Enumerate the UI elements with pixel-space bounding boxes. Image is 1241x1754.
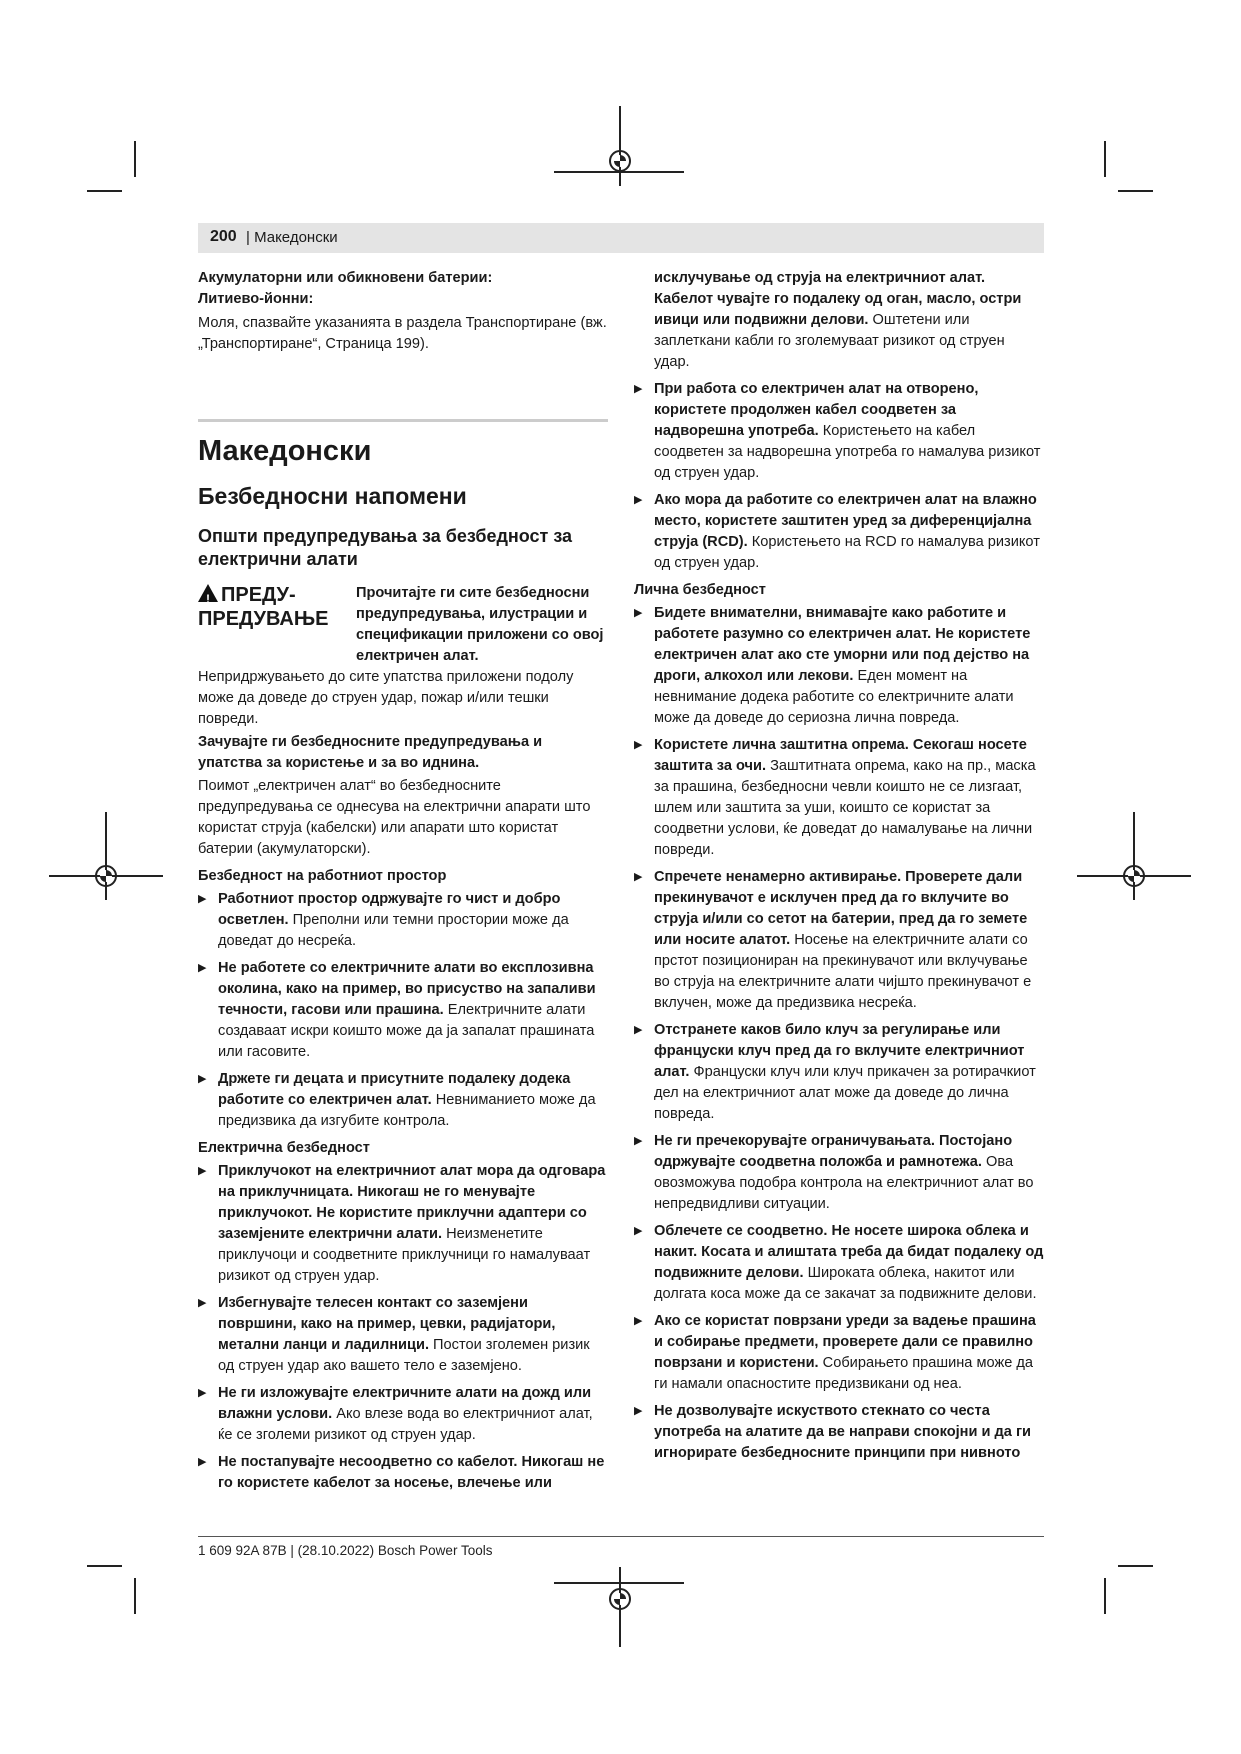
list-item: ▶ Ако мора да работите со електричен алат на влажно место, користете заштитен уред за диференцијална струја (RCD). Користењето на RCD го намалува ризикот од струен удар. <box>634 490 1044 574</box>
battery-note: Моля, спазвайте указанията в раздела Транспортиране (вж. „Транспортиране“, Страница 199). <box>198 315 607 352</box>
list-item: ▶ Избегнувајте телесен контакт со заземјени површини, како на пример, цевки, радијатори, метални ланци и ладилници. Постои зголемен ризик од струен удар ако вашето тело е заземјено. <box>198 1293 608 1377</box>
electric-safety-list-cont <box>634 379 1044 574</box>
list-item: ▶ Не работете со електричните алати во експлозивна околина, како на пример, во присуство на запаливи течности, гасови или прашина. Електричните алати создаваат искри коишто може да ја запалат прашината или гасовите. <box>198 958 608 1063</box>
page-number: 200 <box>210 228 237 245</box>
list-item: ▶ Држете ги децата и присутните подалеку додека работите со електричен алат. Невниманието може да предизвика да изгубите контрола. <box>198 1069 608 1132</box>
list-item: ▶ Спречете ненамерно активирање. Проверете дали прекинувачот е исклучен пред да го вклучите во струја и/или со сетот на батерии, пред да го земете или носите алатот. Носење на електричните алати со прстот позициониран на прекинувачот или вклучување во струја на електричните алати чијшто прекинувачот е вклучен, може да предизвика несреќа. <box>634 867 1044 1014</box>
crop-mark-bottom-right-h <box>1118 1565 1153 1567</box>
battery-title: Акумулаторни или обикновени батерии: <box>198 270 493 286</box>
personal-safety-heading: Лична безбедност <box>634 582 766 598</box>
page-title: Македонски <box>198 435 372 467</box>
list-item: ▶ Не дозволувајте искуството стекнато со честа употреба на алатите да ве направи спокојни и да ги игнорирате безбедносните принципи при нивното <box>634 1401 1044 1464</box>
list-item: ▶ Користете лична заштитна опрема. Секогаш носете заштита за очи. Заштитната опрема, како на пр., маска за прашина, безбедносни чевли коишто не се лизгаат, шлем или заштита за уши, коишто се користат за соодветни услови, ќе доведат до намалување на лични повреди. <box>634 735 1044 861</box>
electric-safety-list <box>198 1161 608 1494</box>
crop-mark-bottom-left-v <box>134 1578 136 1614</box>
list-item: ▶ Приклучокот на електричниот алат мора да одговара на приклучницата. Никогаш не го менувајте приклучокот. Не користите приклучни адаптери со заземјените електрични алати. Неизменетите приклучоци и соодветните приклучници го намалуваат ризикот од струен удар. <box>198 1161 608 1287</box>
electric-safety-heading: Електрична безбедност <box>198 1140 370 1156</box>
list-item: ▶ При работа со електричен алат на отворено, користете продолжен кабел соодветен за надворешна употреба. Користењето на кабел соодветен за надворешна употреба го намалува ризикот од струен удар. <box>634 379 1044 484</box>
list-item: ▶ Не ги изложувајте електричните алати на дожд или влажни услови. Ако влезе вода во електричниот алат, ќе се зголеми ризикот од струен удар. <box>198 1383 608 1446</box>
crop-mark-bottom-left-h <box>87 1565 122 1567</box>
keep-instructions-text: Поимот „електричен алат“ во безбедносните предупредувања се однесува на електрични апарати што користат струја (кабелски) или апарати што користат батерии (акумулаторски). <box>198 778 591 857</box>
section-divider <box>198 419 608 422</box>
list-item: ▶ Ако се користат поврзани уреди за вадење прашина и собирање предмети, проверете дали се правилно поврзани и користени. Собирањето прашина може да ги намали опасностите предизвикани од неа. <box>634 1311 1044 1395</box>
battery-type: Литиево-йонни: <box>198 291 314 307</box>
left-column <box>198 268 608 1500</box>
warning-label: ! ПРЕДУ-ПРЕДУВАЊЕ <box>198 584 329 630</box>
crop-mark-bottom-right-v <box>1104 1578 1106 1614</box>
keep-instructions: Зачувајте ги безбедносните предупредувања и упатства за користење и за во иднина. <box>198 734 543 771</box>
section-heading: Безбедносни напомени <box>198 483 467 509</box>
warning-bold-text: Прочитајте ги сите безбедносни предупредувања, илустрации и спецификации приложени со овој електричен алат. <box>356 585 604 664</box>
page-footer: 1 609 92A 87B | (28.10.2022) Bosch Power Tools <box>198 1543 493 1558</box>
crop-mark-top-right-v <box>1104 141 1106 177</box>
right-column <box>634 268 1044 1470</box>
list-item: ▶ Работниот простор одржувајте го чист и добро осветлен. Преполни или темни простории може да доведат до несреќа. <box>198 889 608 952</box>
subsection-heading: Општи предупредувања за безбедност за електрични алати <box>198 526 573 569</box>
list-item: ▶ Отстранете каков било клуч за регулирање или француски клуч пред да го вклучите електричниот алат. Француски клуч или клуч прикачен за ротирачкиот дел на електричниот алат може да доведе до лична повреда. <box>634 1020 1044 1125</box>
page-header <box>198 223 1044 253</box>
warning-block <box>198 583 608 667</box>
footer-rule <box>198 1536 1044 1537</box>
crop-mark-top-right-h <box>1118 190 1153 192</box>
list-item: ▶ Не постапувајте несоодветно со кабелот. Никогаш не го користете кабелот за носење, влечење или <box>198 1452 608 1494</box>
list-item: ▶ Не ги пречекорувајте ограничувањата. Постојано одржувајте соодветна положба и рамнотежа. Ова овозможува подобра контрола на електричниот алат во непредвидливи ситуации. <box>634 1131 1044 1215</box>
header-section-title: | Македонски <box>246 229 338 246</box>
continued-item: исклучување од струја на електричниот алат. Кабелот чувајте го подалеку од оган, масло, остри ивици или подвижни делови. Оштетени или заплеткани кабли го зголемуваат ризикот од струен удар. <box>654 270 1022 370</box>
warning-triangle-icon: ! <box>198 584 218 602</box>
list-item: ▶ Бидете внимателни, внимавајте како работите и работете разумно со електричен алат. Не користете електричен алат ако сте уморни или под дејство на дроги, алкохол или лекови. Еден момент на невнимание додека работите со електричните алати може да доведе до сериозна лична повреда. <box>634 603 1044 729</box>
personal-safety-list <box>634 603 1044 1464</box>
work-area-heading: Безбедност на работниот простор <box>198 868 447 884</box>
list-item: ▶ Облечете се соодветно. Не носете широка облека и накит. Косата и алиштата треба да бидат подалеку од подвижните делови. Широката облека, накитот или долгата коса може да се закачат за подвижните делови. <box>634 1221 1044 1305</box>
crop-mark-top-left-h <box>87 190 122 192</box>
work-area-list <box>198 889 608 1132</box>
warning-text: Непридржувањето до сите упатства приложени подолу може да доведе до струен удар, пожар и/или тешки повреди. <box>198 669 574 727</box>
crop-mark-top-left-v <box>134 141 136 177</box>
